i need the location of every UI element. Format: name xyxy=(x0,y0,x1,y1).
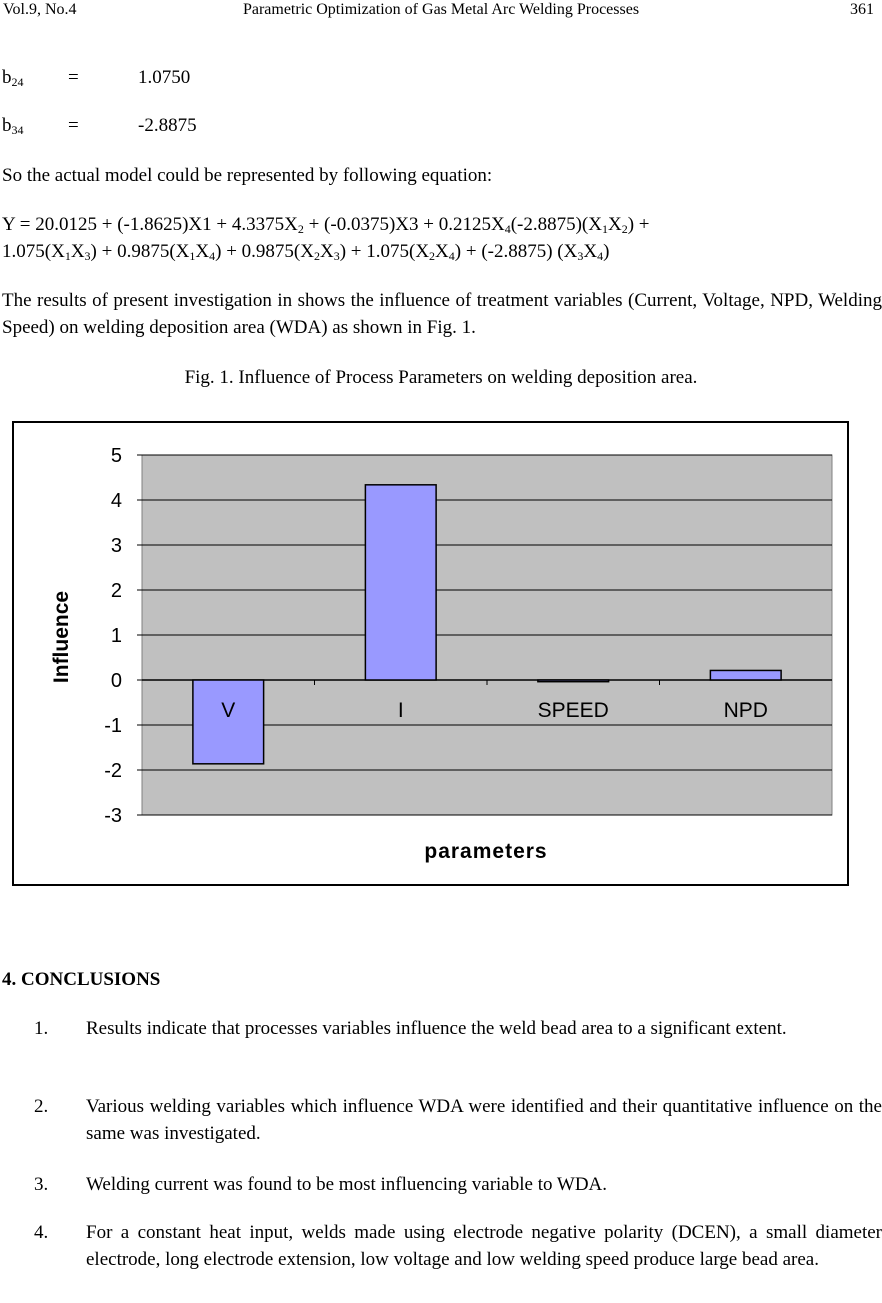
equation-fragment: + (-0.0375)X3 + 0.2125X xyxy=(303,214,505,235)
x-tick-label: V xyxy=(221,699,236,722)
figure-caption: Fig. 1. Influence of Process Parameters on welding deposition area. xyxy=(184,367,698,388)
y-tick-label: 0 xyxy=(110,670,122,692)
conclusions-heading: 4. CONCLUSIONS xyxy=(2,969,161,990)
x-tick-label: NPD xyxy=(723,699,768,722)
bar xyxy=(365,485,436,680)
bar xyxy=(710,670,781,680)
running-title: Parametric Optimization of Gas Metal Arc Welding Processes xyxy=(242,1,640,18)
equation-fragment: X xyxy=(70,241,85,262)
equation-fragment: ) + (-2.8875) (X xyxy=(454,241,578,262)
equation-fragment: X xyxy=(607,214,622,235)
equation-fragment: 1.075(X xyxy=(2,241,65,262)
equation-fragment: (-2.8875)(X xyxy=(510,214,602,235)
equation-fragment: X xyxy=(195,241,210,262)
x-tick-label: I xyxy=(397,699,404,722)
equation-subscript: 3 xyxy=(333,249,340,263)
results-paragraph: The results of present investigation in shows the influence of treatment variables (Current, Voltage, NPD, Welding Speed) on welding deposition area (WDA) as shown in Fig. 1. xyxy=(2,290,882,338)
equation-fragment: X xyxy=(583,241,598,262)
equation-fragment: X xyxy=(435,241,449,262)
page-number: 361 xyxy=(850,1,874,18)
page-header xyxy=(0,0,882,22)
equation-fragment: ) + 0.9875(X xyxy=(90,241,190,262)
y-tick-label: 3 xyxy=(110,535,122,557)
equation-fragment: ) + xyxy=(627,214,650,235)
y-tick-label: -1 xyxy=(104,715,122,737)
y-tick-label: 5 xyxy=(110,445,122,467)
equation-subscript: 4 xyxy=(448,249,455,263)
equation-line-2 xyxy=(2,238,882,265)
y-tick-label: 2 xyxy=(110,580,122,602)
equation-subscript: 1 xyxy=(189,249,196,263)
equation-subscript: 4 xyxy=(209,249,216,263)
y-tick-label: -2 xyxy=(104,760,122,782)
y-tick-label: 1 xyxy=(110,625,122,647)
equation-line-1 xyxy=(2,211,882,238)
equation-subscript: 1 xyxy=(601,222,608,236)
model-intro-line: So the actual model could be represented by following equation: xyxy=(2,165,493,186)
equation-subscript: 2 xyxy=(621,222,628,236)
x-tick-label: SPEED xyxy=(537,699,609,722)
equation-fragment: ) xyxy=(603,241,610,262)
x-axis-label: parameters xyxy=(424,840,548,863)
equation-subscript: 2 xyxy=(313,249,320,263)
equation-subscript: 2 xyxy=(429,249,436,263)
y-axis-label: Influence xyxy=(50,590,73,684)
y-tick-label: -3 xyxy=(104,805,122,827)
equation-subscript: 4 xyxy=(597,249,604,263)
equation-fragment: ) + 1.075(X xyxy=(339,241,430,262)
y-tick-label: 4 xyxy=(110,490,122,512)
equation-subscript: 2 xyxy=(297,222,304,236)
bar-chart xyxy=(14,423,851,888)
bar xyxy=(538,680,609,682)
equation-fragment: X xyxy=(319,241,334,262)
figure-chart xyxy=(12,421,849,886)
journal-volume: Vol.9, No.4 xyxy=(3,1,77,18)
equation-fragment: Y = 20.0125 + (-1.8625)X1 + 4.3375X xyxy=(2,214,298,235)
equation-subscript: 3 xyxy=(84,249,91,263)
equation-subscript: 1 xyxy=(64,249,71,263)
equation-subscript: 3 xyxy=(577,249,584,263)
equation-fragment: ) + 0.9875(X xyxy=(215,241,314,262)
equation-subscript: 4 xyxy=(504,222,511,236)
